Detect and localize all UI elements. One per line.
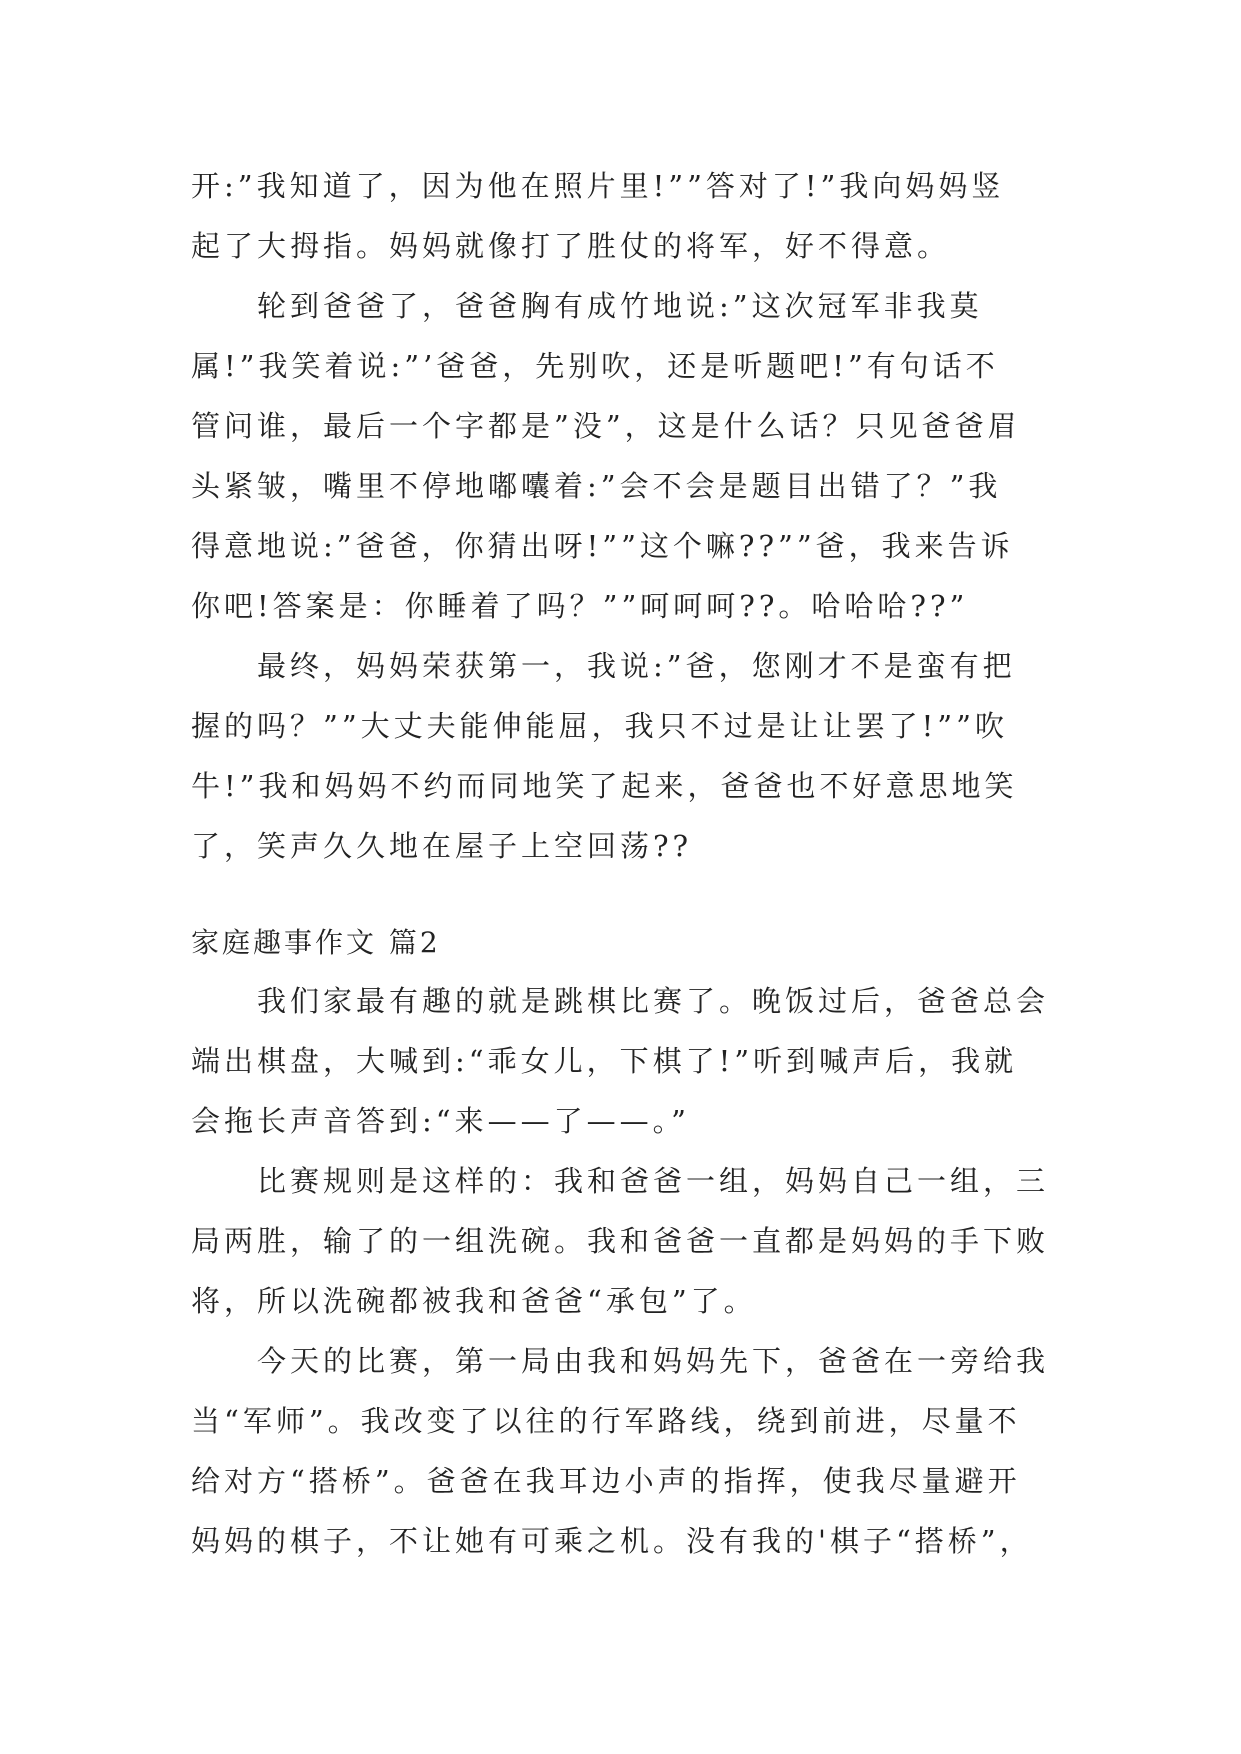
- text-line: 妈妈的棋子，不让她有可乘之机。没有我的'棋子“搭桥”，: [191, 1524, 1033, 1558]
- text-line: 轮到爸爸了，爸爸胸有成竹地说:”这次冠军非我莫: [257, 289, 983, 323]
- section-2-title: 家庭趣事作文 篇2: [191, 926, 441, 959]
- text-line: 会拖长声音答到:“来——了——。”: [191, 1104, 690, 1138]
- text-line: 将，所以洗碗都被我和爸爸“承包”了。: [191, 1284, 757, 1318]
- text-line: 属!”我笑着说:”’爸爸，先别吹，还是听题吧!”有句话不: [191, 349, 999, 383]
- text-line: 牛!”我和妈妈不约而同地笑了起来，爸爸也不好意思地笑: [191, 769, 1018, 803]
- text-line: 握的吗？””大丈夫能伸能屈，我只不过是让让罢了!””吹: [191, 709, 1008, 743]
- text-line: 起了大拇指。妈妈就像打了胜仗的将军，好不得意。: [191, 229, 951, 263]
- text-line: 局两胜，输了的一组洗碗。我和爸爸一直都是妈妈的手下败: [191, 1224, 1050, 1258]
- section-2-body: [191, 971, 1061, 1571]
- text-line: 端出棋盘，大喊到:“乖女儿，下棋了!”听到喊声后，我就: [191, 1044, 1018, 1078]
- text-line: 你吧!答案是：你睡着了吗？””呵呵呵??。哈哈哈??”: [191, 589, 969, 623]
- text-line: 最终，妈妈荣获第一，我说:”爸，您刚才不是蛮有把: [257, 649, 1016, 683]
- text-line: 开:”我知道了，因为他在照片里!””答对了!”我向妈妈竖: [191, 169, 1005, 203]
- text-line: 比赛规则是这样的：我和爸爸一组，妈妈自己一组，三: [257, 1164, 1050, 1198]
- text-line: 我们家最有趣的就是跳棋比赛了。晚饭过后，爸爸总会: [257, 984, 1050, 1018]
- text-line: 今天的比赛，第一局由我和妈妈先下，爸爸在一旁给我: [257, 1344, 1050, 1378]
- section-1-body: [191, 156, 1061, 876]
- text-line: 当“军师”。我改变了以往的行军路线，绕到前进，尽量不: [191, 1404, 1021, 1438]
- text-line: 得意地说:”爸爸，你猜出呀!””这个嘛??””爸，我来告诉: [191, 529, 1014, 563]
- text-line: 管问谁，最后一个字都是”没”，这是什么话？只见爸爸眉: [191, 409, 1021, 443]
- text-line: 给对方“搭桥”。爸爸在我耳边小声的指挥，使我尽量避开: [191, 1464, 1021, 1498]
- text-line: 了，笑声久久地在屋子上空回荡??: [191, 829, 693, 863]
- text-line: 头紧皱，嘴里不停地嘟囔着:”会不会是题目出错了？”我: [191, 469, 1002, 503]
